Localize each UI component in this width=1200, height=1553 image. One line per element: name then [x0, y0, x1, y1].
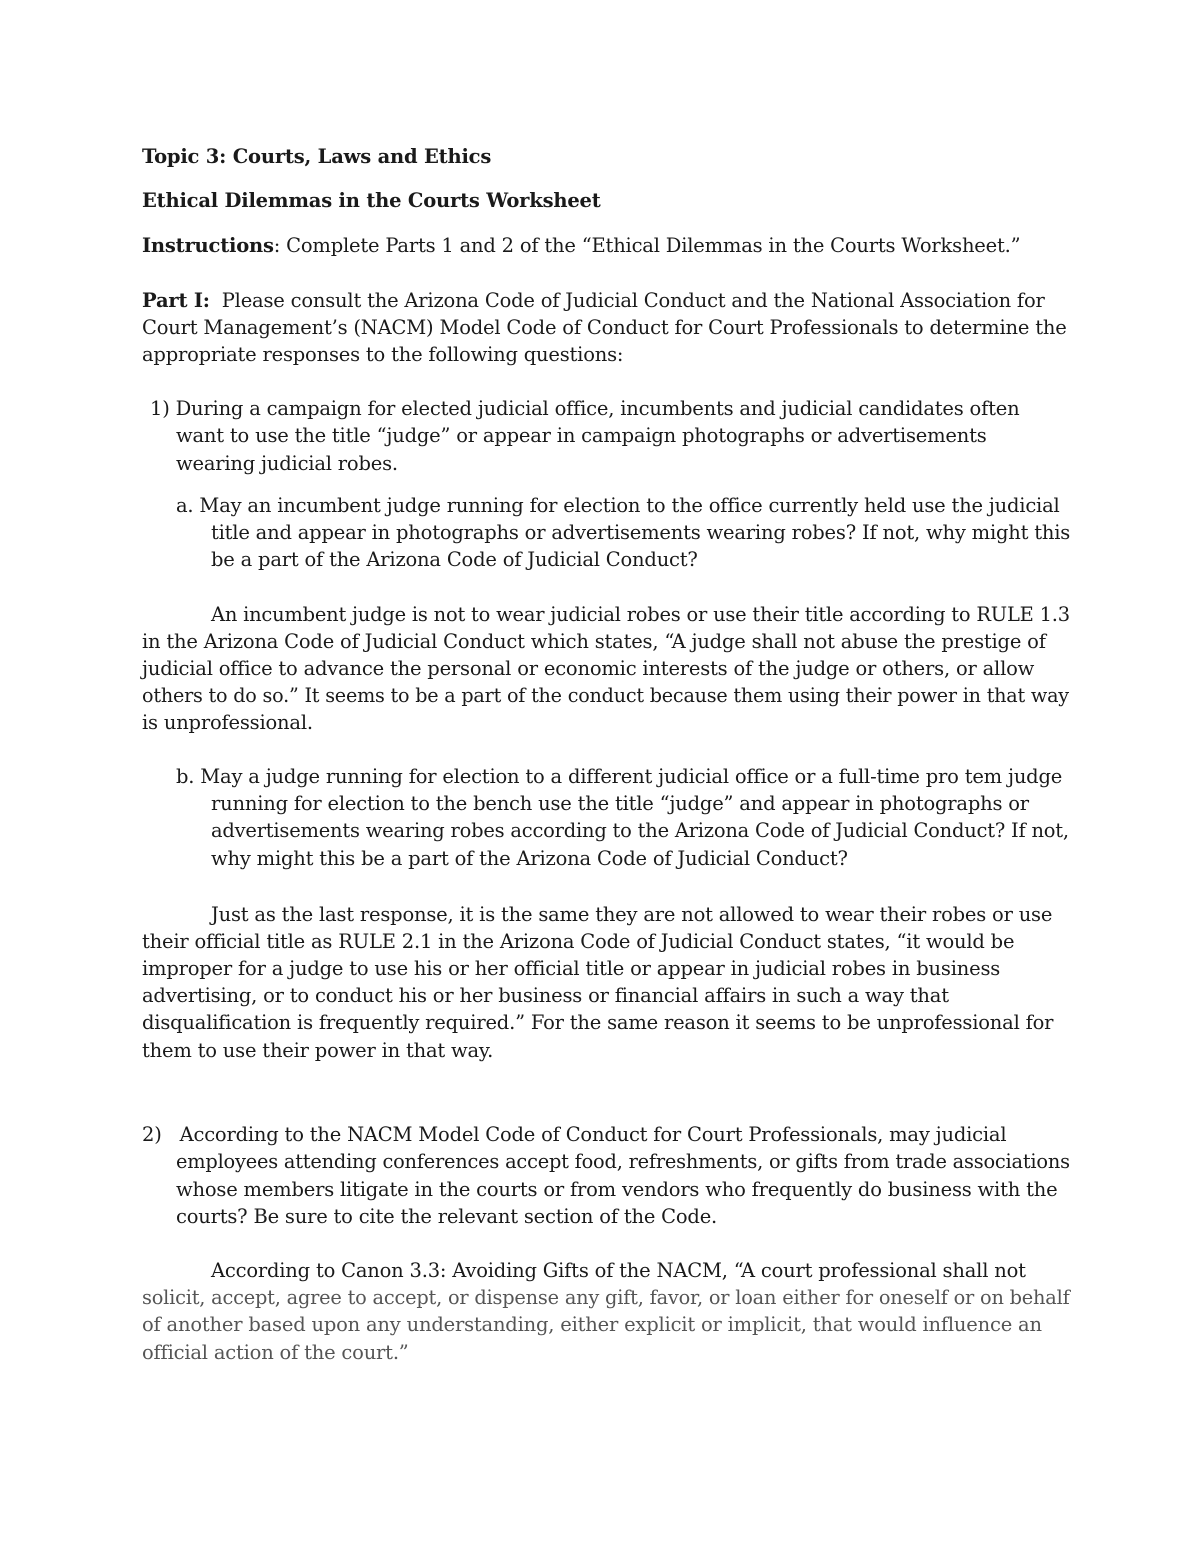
q1b-line-4: why might this be a part of the Arizona Code of Judicial Conduct?: [211, 847, 848, 870]
q1-line-2: want to use the title “judge” or appear in campaign photographs or advertisements: [176, 424, 987, 447]
q2-line-2: employees attending conferences accept food, refreshments, or gifts from trade associations: [176, 1150, 1070, 1173]
worksheet-title: Ethical Dilemmas in the Courts Worksheet: [142, 189, 601, 212]
a1b-line-3: improper for a judge to use his or her official title or appear in judicial robes in business: [142, 957, 1001, 980]
instructions: [142, 232, 1020, 259]
a2-line-4: official action of the court.”: [142, 1341, 409, 1364]
a2-line-2: solicit, accept, agree to accept, or dispense any gift, favor, or loan either for oneself or on behalf: [142, 1286, 1070, 1309]
q1b-line-3: advertisements wearing robes according to the Arizona Code of Judicial Conduct? If not,: [211, 819, 1069, 842]
q1-line-3: wearing judicial robes.: [176, 452, 398, 475]
a1a-line-4: others to do so.” It seems to be a part of the conduct because them using their power in that way: [142, 684, 1069, 707]
q1a-line-1: a. May an incumbent judge running for election to the office currently held use the judicial: [176, 494, 1060, 517]
part1-intro-line-2: Court Management’s (NACM) Model Code of Conduct for Court Professionals to determine the: [142, 316, 1067, 339]
a1b-line-5: disqualification is frequently required.” For the same reason it seems to be unprofessional for: [142, 1011, 1054, 1034]
a1a-line-3: judicial office to advance the personal or economic interests of the judge or others, or allow: [142, 657, 1035, 680]
q1-line-1: 1) During a campaign for elected judicial office, incumbents and judicial candidates often: [150, 397, 1020, 420]
a1a-line-5: is unprofessional.: [142, 711, 313, 734]
q1a-line-3: be a part of the Arizona Code of Judicial Conduct?: [211, 548, 698, 571]
part1-intro-line-1: Part I: Please consult the Arizona Code of Judicial Conduct and the National Association for: [142, 289, 1045, 312]
q2-line-3: whose members litigate in the courts or from vendors who frequently do business with the: [176, 1178, 1058, 1201]
instructions-text: : Complete Parts 1 and 2 of the “Ethical Dilemmas in the Courts Worksheet.”: [273, 234, 1021, 257]
a2-line-1: According to Canon 3.3: Avoiding Gifts of the NACM, “A court professional shall not: [211, 1259, 1026, 1282]
a1a-line-2: in the Arizona Code of Judicial Conduct which states, “A judge shall not abuse the prestige of: [142, 630, 1046, 653]
q1a-line-2: title and appear in photographs or advertisements wearing robes? If not, why might this: [211, 521, 1071, 544]
topic-heading: Topic 3: Courts, Laws and Ethics: [142, 145, 492, 168]
q1b-line-2: running for election to the bench use the title “judge” and appear in photographs or: [211, 792, 1029, 815]
a2-line-3: of another based upon any understanding, either explicit or implicit, that would influence an: [142, 1313, 1042, 1336]
q1b-line-1: b. May a judge running for election to a different judicial office or a full-time pro tem judge: [176, 765, 1063, 788]
part1-label: Part I:: [142, 289, 210, 312]
a1b-line-1: Just as the last response, it is the same they are not allowed to wear their robes or use: [211, 903, 1053, 926]
instructions-label: Instructions: [142, 234, 274, 257]
a1b-line-4: advertising, or to conduct his or her business or financial affairs in such a way that: [142, 984, 949, 1007]
q2-line-1: 2) According to the NACM Model Code of Conduct for Court Professionals, may judicial: [142, 1123, 1007, 1146]
a1a-line-1: An incumbent judge is not to wear judicial robes or use their title according to RULE 1.3: [211, 603, 1070, 626]
q2-line-4: courts? Be sure to cite the relevant section of the Code.: [176, 1205, 718, 1228]
part1-intro-line-3: appropriate responses to the following questions:: [142, 343, 624, 366]
a1b-line-6: them to use their power in that way.: [142, 1039, 494, 1062]
a1b-line-2: their official title as RULE 2.1 in the Arizona Code of Judicial Conduct states, “it would be: [142, 930, 1015, 953]
